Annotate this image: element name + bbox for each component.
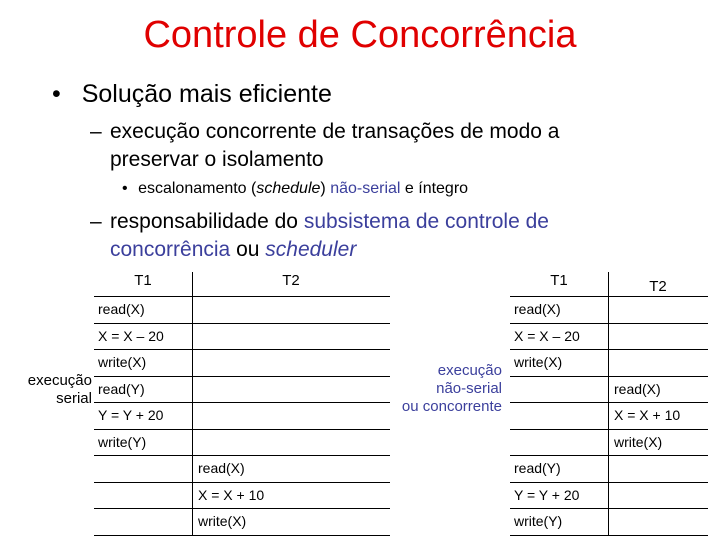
schedule-cell: X = X – 20 — [514, 327, 580, 344]
row-divider — [94, 508, 390, 509]
dash-item-2-pre: responsabilidade do — [110, 210, 304, 233]
header-divider — [510, 296, 708, 297]
sub-bullet-pre: escalonamento ( — [138, 180, 257, 197]
column-header-t1: T1 — [550, 272, 568, 289]
dash-item-2-line2 — [110, 236, 670, 264]
sub-bullet — [122, 180, 468, 198]
row-divider — [94, 349, 390, 350]
schedule-cell: X = X + 10 — [614, 407, 681, 423]
row-divider — [94, 323, 390, 324]
schedule-cell: X = X – 20 — [98, 327, 164, 344]
schedule-cell: X = X + 10 — [198, 486, 265, 503]
dash-item-1-line1: execução concorrente de transações de modo a — [110, 120, 560, 143]
sub-bullet-post: e íntegro — [400, 180, 469, 197]
schedule-cell: read(Y) — [514, 460, 561, 476]
dash-item-2-mid: ou — [230, 238, 266, 261]
concurrent-label-line1: execução — [437, 362, 502, 379]
schedule-cell: write(X) — [614, 433, 663, 450]
row-divider — [510, 429, 708, 430]
dash-item-2-line1 — [110, 208, 670, 236]
sub-bullet-blue: não-serial — [330, 180, 401, 197]
dash-mark-2: – — [90, 210, 102, 233]
column-header-t2: T2 — [649, 278, 667, 295]
row-divider — [510, 323, 708, 324]
concurrent-label — [372, 362, 502, 416]
schedule-cell: read(Y) — [98, 380, 145, 397]
column-divider — [192, 272, 193, 535]
bullet-main-text: Solução mais eficiente — [81, 80, 332, 108]
row-divider — [510, 402, 708, 403]
schedule-cell: write(X) — [98, 354, 147, 370]
sub-bullet-mid: ) — [320, 180, 331, 197]
row-divider — [94, 429, 390, 430]
column-header-t1: T1 — [134, 272, 152, 289]
row-divider — [510, 376, 708, 377]
concurrent-label-line2: não-serial — [436, 380, 502, 397]
slide-title: Controle de Concorrência — [143, 14, 577, 56]
dash-item-2-blue2: concorrência — [110, 238, 231, 261]
schedule-cell: write(Y) — [98, 433, 147, 450]
serial-label — [8, 372, 92, 408]
schedule-cell: write(X) — [198, 513, 247, 529]
schedule-cell: Y = Y + 20 — [514, 486, 580, 503]
dash-item-2-italic: scheduler — [265, 238, 357, 261]
row-divider — [510, 508, 708, 509]
sub-bullet-italic: schedule — [256, 180, 321, 197]
dash-mark: – — [90, 120, 102, 143]
serial-label-line2: serial — [56, 390, 92, 407]
dash-item-2-text — [110, 208, 670, 264]
schedule-cell: read(X) — [198, 460, 245, 476]
column-divider — [608, 272, 609, 535]
dash-item-1-text — [110, 118, 670, 174]
schedule-cell: Y = Y + 20 — [98, 407, 164, 423]
header-divider — [94, 296, 390, 297]
sub-bullet-text — [138, 180, 468, 197]
sub-bullet-dot: • — [122, 180, 128, 197]
serial-label-line1: execução — [27, 372, 92, 389]
schedule-cell: read(X) — [98, 301, 145, 317]
column-header-t2: T2 — [282, 272, 300, 289]
dash-item-2-blue1: subsistema de controle de — [303, 210, 549, 233]
concurrent-label-line3: ou concorrente — [401, 398, 502, 415]
schedule-cell: read(X) — [514, 301, 561, 317]
row-divider — [94, 376, 390, 377]
row-divider — [94, 455, 390, 456]
row-divider — [94, 535, 390, 536]
row-divider — [510, 455, 708, 456]
row-divider — [510, 482, 708, 483]
row-divider — [94, 482, 390, 483]
dash-item-1-line2: preservar o isolamento — [110, 148, 324, 171]
row-divider — [510, 535, 708, 536]
row-divider — [510, 349, 708, 350]
bullet-dot: • — [52, 80, 61, 108]
schedule-cell: write(Y) — [514, 513, 563, 529]
schedule-cell: read(X) — [614, 380, 661, 397]
concurrent-schedule-table — [510, 272, 714, 540]
bullet-main — [52, 80, 332, 109]
schedule-cell: write(X) — [514, 354, 563, 370]
row-divider — [94, 402, 390, 403]
